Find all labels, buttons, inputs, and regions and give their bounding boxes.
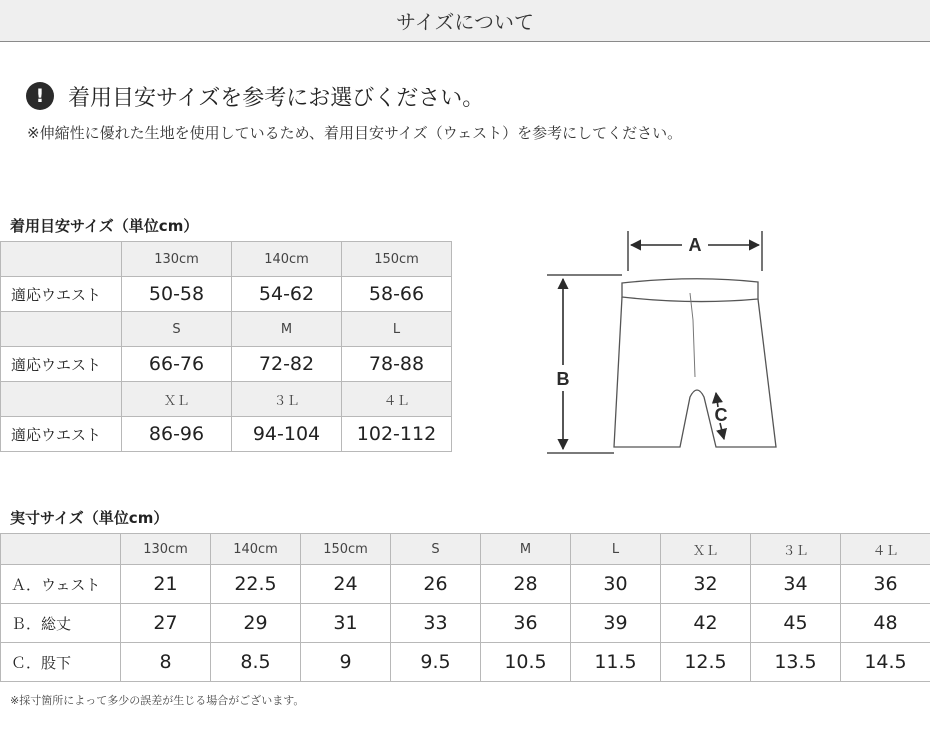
dimension-b-label: B [556, 369, 570, 389]
actual-value-cell: 13.5 [751, 643, 841, 682]
actual-value-cell: 29 [211, 604, 301, 643]
guide-row-label [1, 242, 122, 277]
notice-title: 着用目安サイズを参考にお選びください。 [68, 85, 485, 111]
actual-size-header-row [1, 534, 930, 565]
actual-size-table [0, 533, 930, 682]
page-title: サイズについて [396, 10, 534, 34]
guide-row-label: 適応ウエスト [1, 277, 122, 312]
guide-waist-value: 72-82 [232, 347, 342, 382]
actual-header-cell: ３Ｌ [751, 534, 841, 565]
actual-row-label: Ｃ．股下 [1, 643, 121, 682]
actual-header-cell: 140cm [211, 534, 301, 565]
guide-size-header-cell: 150cm [342, 242, 452, 277]
actual-header-cell: S [391, 534, 481, 565]
dimension-a-label: A [688, 235, 702, 255]
guide-size-header-cell: S [122, 312, 232, 347]
notice-subtitle: ※伸縮性に優れた生地を使用しているため、着用目安サイズ（ウェスト）を参考にしてください。 [27, 124, 683, 142]
actual-value-cell: 32 [661, 565, 751, 604]
guide-waist-value: 94-104 [232, 417, 342, 452]
page-header [0, 0, 930, 42]
actual-header-cell: 130cm [121, 534, 211, 565]
actual-value-cell: 27 [121, 604, 211, 643]
dimension-c-arrow-bottom [720, 423, 724, 439]
actual-value-cell: 42 [661, 604, 751, 643]
actual-size-title: 実寸サイズ（単位cm） [10, 509, 169, 527]
shorts-waistband [622, 279, 758, 302]
notice-heading [26, 81, 484, 111]
guide-row-label: 適応ウエスト [1, 417, 122, 452]
guide-waist-value: 66-76 [122, 347, 232, 382]
shorts-measurement-diagram [540, 225, 780, 460]
actual-value-cell: 39 [571, 604, 661, 643]
actual-value-cell: 36 [841, 565, 930, 604]
guide-waist-row [1, 417, 452, 452]
guide-size-table [0, 241, 452, 452]
guide-size-header-row [1, 312, 452, 347]
guide-size-header-cell: 140cm [232, 242, 342, 277]
guide-size-header-row [1, 242, 452, 277]
guide-waist-value: 86-96 [122, 417, 232, 452]
actual-value-cell: 45 [751, 604, 841, 643]
actual-value-cell: 31 [301, 604, 391, 643]
guide-waist-row [1, 347, 452, 382]
dimension-c-label: C [714, 405, 728, 425]
guide-size-header-row [1, 382, 452, 417]
actual-value-cell: 30 [571, 565, 661, 604]
actual-value-cell: 26 [391, 565, 481, 604]
guide-size-header-cell: ４Ｌ [342, 382, 452, 417]
guide-size-header-cell: M [232, 312, 342, 347]
actual-header-cell [1, 534, 121, 565]
actual-row-label: Ｂ．総丈 [1, 604, 121, 643]
guide-size-header-cell: ３Ｌ [232, 382, 342, 417]
actual-inseam-row [1, 643, 930, 682]
guide-waist-value: 50-58 [122, 277, 232, 312]
guide-waist-value: 58-66 [342, 277, 452, 312]
actual-value-cell: 8 [121, 643, 211, 682]
actual-value-cell: 28 [481, 565, 571, 604]
exclamation-icon: ! [26, 82, 54, 110]
actual-value-cell: 8.5 [211, 643, 301, 682]
guide-size-header-cell: 130cm [122, 242, 232, 277]
actual-header-cell: ＸＬ [661, 534, 751, 565]
actual-value-cell: 33 [391, 604, 481, 643]
guide-waist-value: 102-112 [342, 417, 452, 452]
actual-value-cell: 22.5 [211, 565, 301, 604]
actual-value-cell: 48 [841, 604, 930, 643]
actual-header-cell: M [481, 534, 571, 565]
guide-size-title: 着用目安サイズ（単位cm） [10, 217, 199, 235]
guide-size-header-cell: ＸＬ [122, 382, 232, 417]
guide-waist-value: 78-88 [342, 347, 452, 382]
actual-value-cell: 36 [481, 604, 571, 643]
guide-row-label [1, 382, 122, 417]
actual-length-row [1, 604, 930, 643]
actual-value-cell: 11.5 [571, 643, 661, 682]
guide-waist-value: 54-62 [232, 277, 342, 312]
actual-value-cell: 14.5 [841, 643, 930, 682]
actual-value-cell: 9 [301, 643, 391, 682]
actual-value-cell: 21 [121, 565, 211, 604]
shorts-center-seam [690, 293, 695, 377]
actual-value-cell: 24 [301, 565, 391, 604]
actual-row-label: Ａ．ウェスト [1, 565, 121, 604]
guide-row-label [1, 312, 122, 347]
measurement-footnote: ※採寸箇所によって多少の誤差が生じる場合がございます。 [10, 694, 305, 707]
actual-header-cell: L [571, 534, 661, 565]
guide-size-header-cell: L [342, 312, 452, 347]
actual-header-cell: 150cm [301, 534, 391, 565]
guide-waist-row [1, 277, 452, 312]
actual-waist-row [1, 565, 930, 604]
actual-value-cell: 34 [751, 565, 841, 604]
guide-row-label: 適応ウエスト [1, 347, 122, 382]
actual-value-cell: 9.5 [391, 643, 481, 682]
actual-header-cell: ４Ｌ [841, 534, 930, 565]
actual-value-cell: 12.5 [661, 643, 751, 682]
actual-value-cell: 10.5 [481, 643, 571, 682]
